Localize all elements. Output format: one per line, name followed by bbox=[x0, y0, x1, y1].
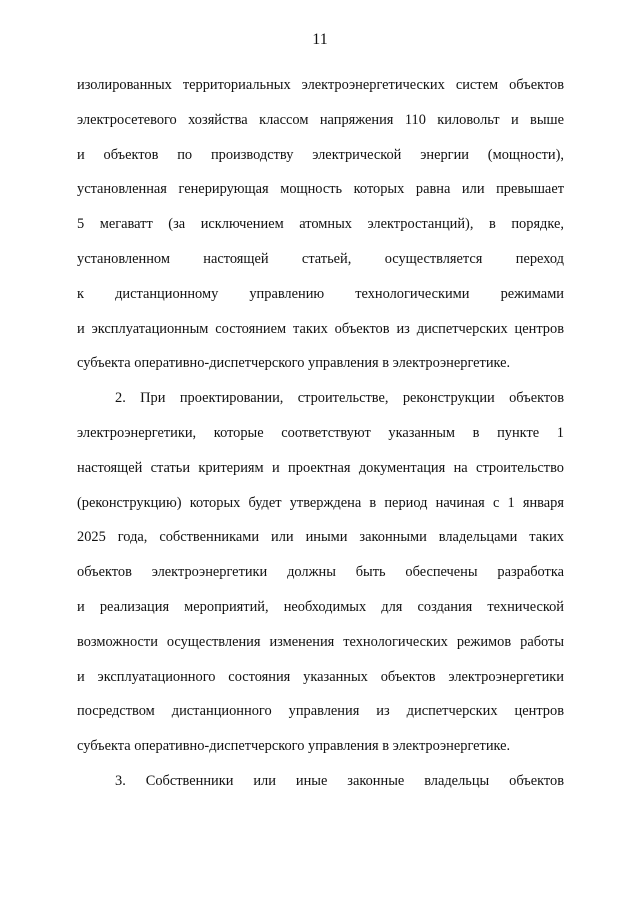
text-line: возможности осуществления изменения технологических режимов работы bbox=[77, 633, 564, 650]
text-line: электросетевого хозяйства классом напряжения 110 киловольт и выше bbox=[77, 111, 564, 128]
paragraph-1-continuation bbox=[77, 68, 564, 381]
text-line: 5 мегаватт (за исключением атомных электростанций), в порядке, bbox=[77, 216, 564, 233]
text-line: 3. Собственники или иные законные владельцы объектов bbox=[115, 772, 564, 789]
paragraph-2 bbox=[77, 381, 564, 764]
document-body bbox=[77, 68, 564, 799]
text-line: установленная генерирующая мощность которых равна или превышает bbox=[77, 181, 564, 198]
text-line: изолированных территориальных электроэнергетических систем объектов bbox=[77, 77, 564, 93]
text-line: (реконструкцию) которых будет утверждена в период начиная с 1 января bbox=[77, 494, 564, 511]
page-number: 11 bbox=[312, 31, 328, 48]
text-line: объектов электроэнергетики должны быть обеспечены разработка bbox=[77, 564, 564, 581]
paragraph-3 bbox=[77, 764, 564, 799]
text-line: электроэнергетики, которые соответствуют указанным в пункте 1 bbox=[77, 424, 564, 441]
text-line: и эксплуатационного состояния указанных объектов электроэнергетики bbox=[77, 668, 564, 685]
text-line: 2. При проектировании, строительстве, реконструкции объектов bbox=[115, 390, 564, 407]
text-line: и объектов по производству электрической энергии (мощности), bbox=[77, 146, 564, 163]
text-line: и реализация мероприятий, необходимых для создания технической bbox=[77, 598, 564, 615]
text-line: и эксплуатационным состоянием таких объектов из диспетчерских центров bbox=[77, 320, 564, 337]
text-line: к дистанционному управлению технологическими режимами bbox=[77, 285, 564, 302]
text-line: настоящей статьи критериям и проектная документация на строительство bbox=[77, 459, 564, 476]
text-line: 2025 года, собственниками или иными законными владельцами таких bbox=[77, 529, 564, 546]
text-line: субъекта оперативно-диспетчерского управления в электроэнергетике. bbox=[77, 355, 511, 372]
text-line: установленном настоящей статьей, осуществляется переход bbox=[77, 250, 564, 267]
text-line: посредством дистанционного управления из диспетчерских центров bbox=[77, 703, 564, 720]
text-line: субъекта оперативно-диспетчерского управления в электроэнергетике. bbox=[77, 738, 511, 755]
